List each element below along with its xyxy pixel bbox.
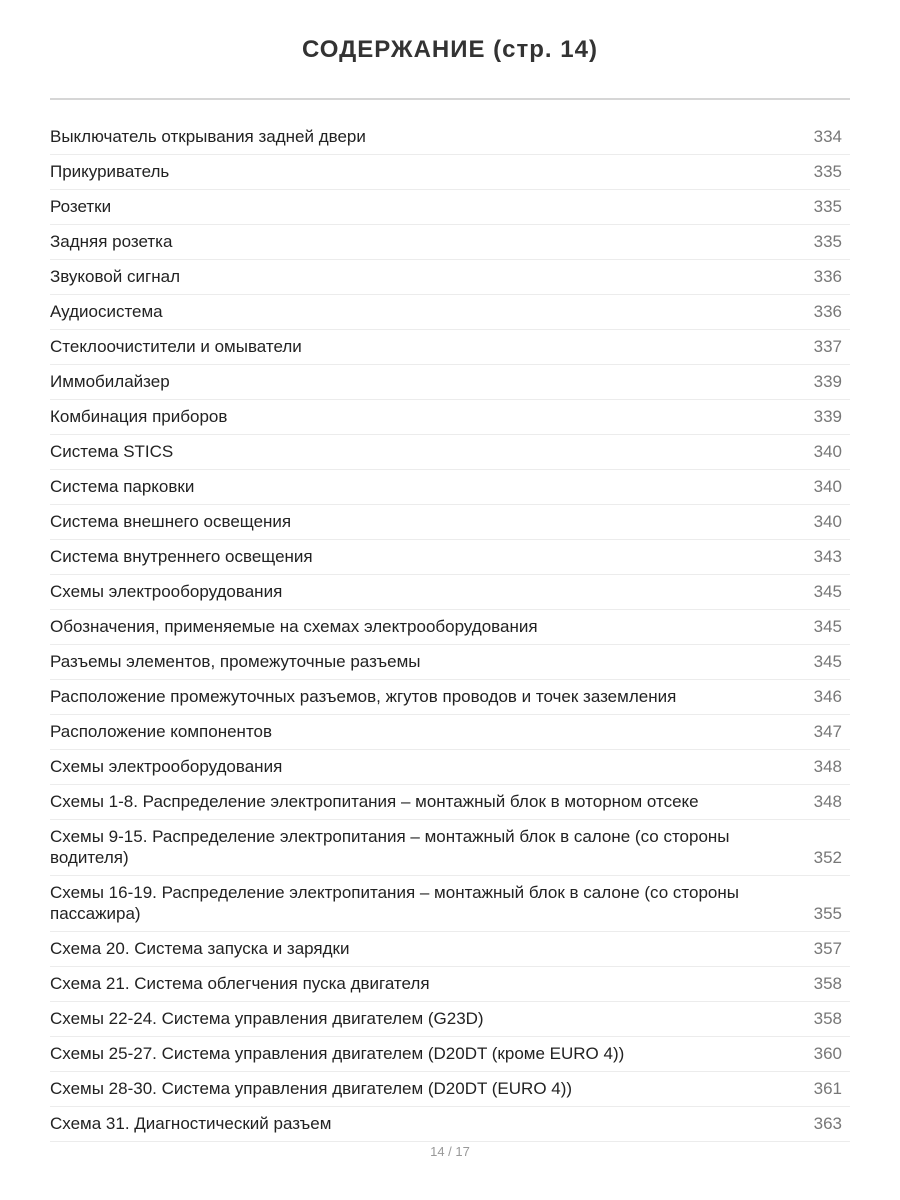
toc-entry-title: Схемы 28-30. Система управления двигателем (D20DT (EURO 4))	[50, 1079, 573, 1098]
toc-row[interactable]	[50, 1107, 850, 1142]
toc-entry-page: 336	[813, 267, 842, 286]
toc-row[interactable]	[50, 365, 850, 400]
toc-row[interactable]	[50, 295, 850, 330]
toc-entry-page: 345	[813, 617, 842, 636]
toc-entry-page: 345	[813, 652, 842, 671]
toc-entry-title: Стеклоочистители и омыватели	[50, 337, 302, 356]
toc-list	[50, 120, 850, 1142]
page-number: 14 / 17	[430, 1144, 470, 1159]
toc-row[interactable]	[50, 155, 850, 190]
toc-entry-title: Комбинация приборов	[50, 407, 228, 426]
toc-entry-title: Система парковки	[50, 477, 195, 496]
toc-entry-title: Схема 31. Диагностический разъем	[50, 1114, 332, 1133]
toc-row[interactable]	[50, 932, 850, 967]
toc-entry-title: Прикуриватель	[50, 162, 170, 181]
title-divider	[50, 98, 850, 100]
toc-entry-title: Схемы электрооборудования	[50, 582, 283, 601]
toc-entry-page: 363	[813, 1114, 842, 1133]
toc-row[interactable]	[50, 330, 850, 365]
page-title: СОДЕРЖАНИЕ (стр. 14)	[302, 36, 598, 63]
toc-row[interactable]	[50, 470, 850, 505]
toc-entry-title: Аудиосистема	[50, 302, 163, 321]
toc-entry-page: 340	[813, 442, 842, 461]
toc-row[interactable]	[50, 610, 850, 645]
toc-entry-title: Обозначения, применяемые на схемах электрооборудования	[50, 617, 538, 636]
toc-entry-page: 346	[813, 687, 842, 706]
toc-row[interactable]	[50, 400, 850, 435]
toc-row[interactable]	[50, 750, 850, 785]
toc-row[interactable]	[50, 680, 850, 715]
toc-entry-page: 337	[813, 337, 842, 356]
toc-entry-title: Схемы электрооборудования	[50, 757, 283, 776]
toc-entry-page: 345	[813, 582, 842, 601]
toc-entry-title: Система STICS	[50, 442, 174, 461]
toc-entry-page: 335	[813, 197, 842, 216]
toc-entry-title: Схемы 22-24. Система управления двигателем (G23D)	[50, 1009, 484, 1028]
toc-row[interactable]	[50, 225, 850, 260]
toc-row[interactable]	[50, 540, 850, 575]
toc-row[interactable]	[50, 876, 850, 932]
toc-entry-title: Схема 20. Система запуска и зарядки	[50, 939, 350, 958]
toc-entry-page: 357	[813, 939, 842, 958]
toc-row[interactable]	[50, 645, 850, 680]
toc-entry-page: 335	[813, 232, 842, 251]
toc-entry-title: Расположение промежуточных разъемов, жгутов проводов и точек заземления	[50, 687, 677, 706]
toc-entry-title: Иммобилайзер	[50, 372, 170, 391]
toc-entry-title: Расположение компонентов	[50, 722, 273, 741]
toc-entry-page: 358	[813, 974, 842, 993]
toc-row[interactable]	[50, 435, 850, 470]
toc-entry-title: Звуковой сигнал	[50, 267, 180, 286]
toc-row[interactable]	[50, 120, 850, 155]
toc-entry-title: Система внутреннего освещения	[50, 547, 313, 566]
toc-entry-page: 348	[813, 757, 842, 776]
toc-entry-page: 340	[813, 512, 842, 531]
toc-row[interactable]	[50, 190, 850, 225]
toc-row[interactable]	[50, 785, 850, 820]
toc-entry-title: Схема 21. Система облегчения пуска двигателя	[50, 974, 430, 993]
toc-entry-title: Схемы 16-19. Распределение электропитания – монтажный блок в салоне (со стороны пассажира)	[50, 883, 739, 923]
toc-entry-title: Выключатель открывания задней двери	[50, 127, 366, 146]
toc-entry-page: 352	[813, 848, 842, 867]
toc-entry-title: Схемы 25-27. Система управления двигателем (D20DT (кроме EURO 4))	[50, 1044, 625, 1063]
toc-entry-page: 361	[813, 1079, 842, 1098]
toc-entry-page: 358	[813, 1009, 842, 1028]
toc-entry-title: Схемы 9-15. Распределение электропитания – монтажный блок в салоне (со стороны водителя)	[50, 827, 730, 867]
toc-entry-page: 343	[813, 547, 842, 566]
toc-row[interactable]	[50, 505, 850, 540]
toc-row[interactable]	[50, 260, 850, 295]
toc-row[interactable]	[50, 1037, 850, 1072]
toc-entry-page: 335	[813, 162, 842, 181]
toc-entry-page: 339	[813, 372, 842, 391]
toc-entry-page: 336	[813, 302, 842, 321]
toc-row[interactable]	[50, 1072, 850, 1107]
toc-row[interactable]	[50, 1002, 850, 1037]
toc-entry-page: 339	[813, 407, 842, 426]
toc-row[interactable]	[50, 575, 850, 610]
toc-entry-page: 360	[813, 1044, 842, 1063]
toc-entry-page: 348	[813, 792, 842, 811]
toc-entry-page: 340	[813, 477, 842, 496]
toc-entry-title: Задняя розетка	[50, 232, 173, 251]
toc-entry-title: Розетки	[50, 197, 112, 216]
toc-row[interactable]	[50, 715, 850, 750]
toc-entry-page: 334	[813, 127, 842, 146]
toc-entry-title: Система внешнего освещения	[50, 512, 292, 531]
toc-row[interactable]	[50, 967, 850, 1002]
toc-row[interactable]	[50, 820, 850, 876]
toc-entry-title: Схемы 1-8. Распределение электропитания – монтажный блок в моторном отсеке	[50, 792, 699, 811]
toc-entry-title: Разъемы элементов, промежуточные разъемы	[50, 652, 421, 671]
toc-entry-page: 355	[813, 904, 842, 923]
toc-entry-page: 347	[813, 722, 842, 741]
